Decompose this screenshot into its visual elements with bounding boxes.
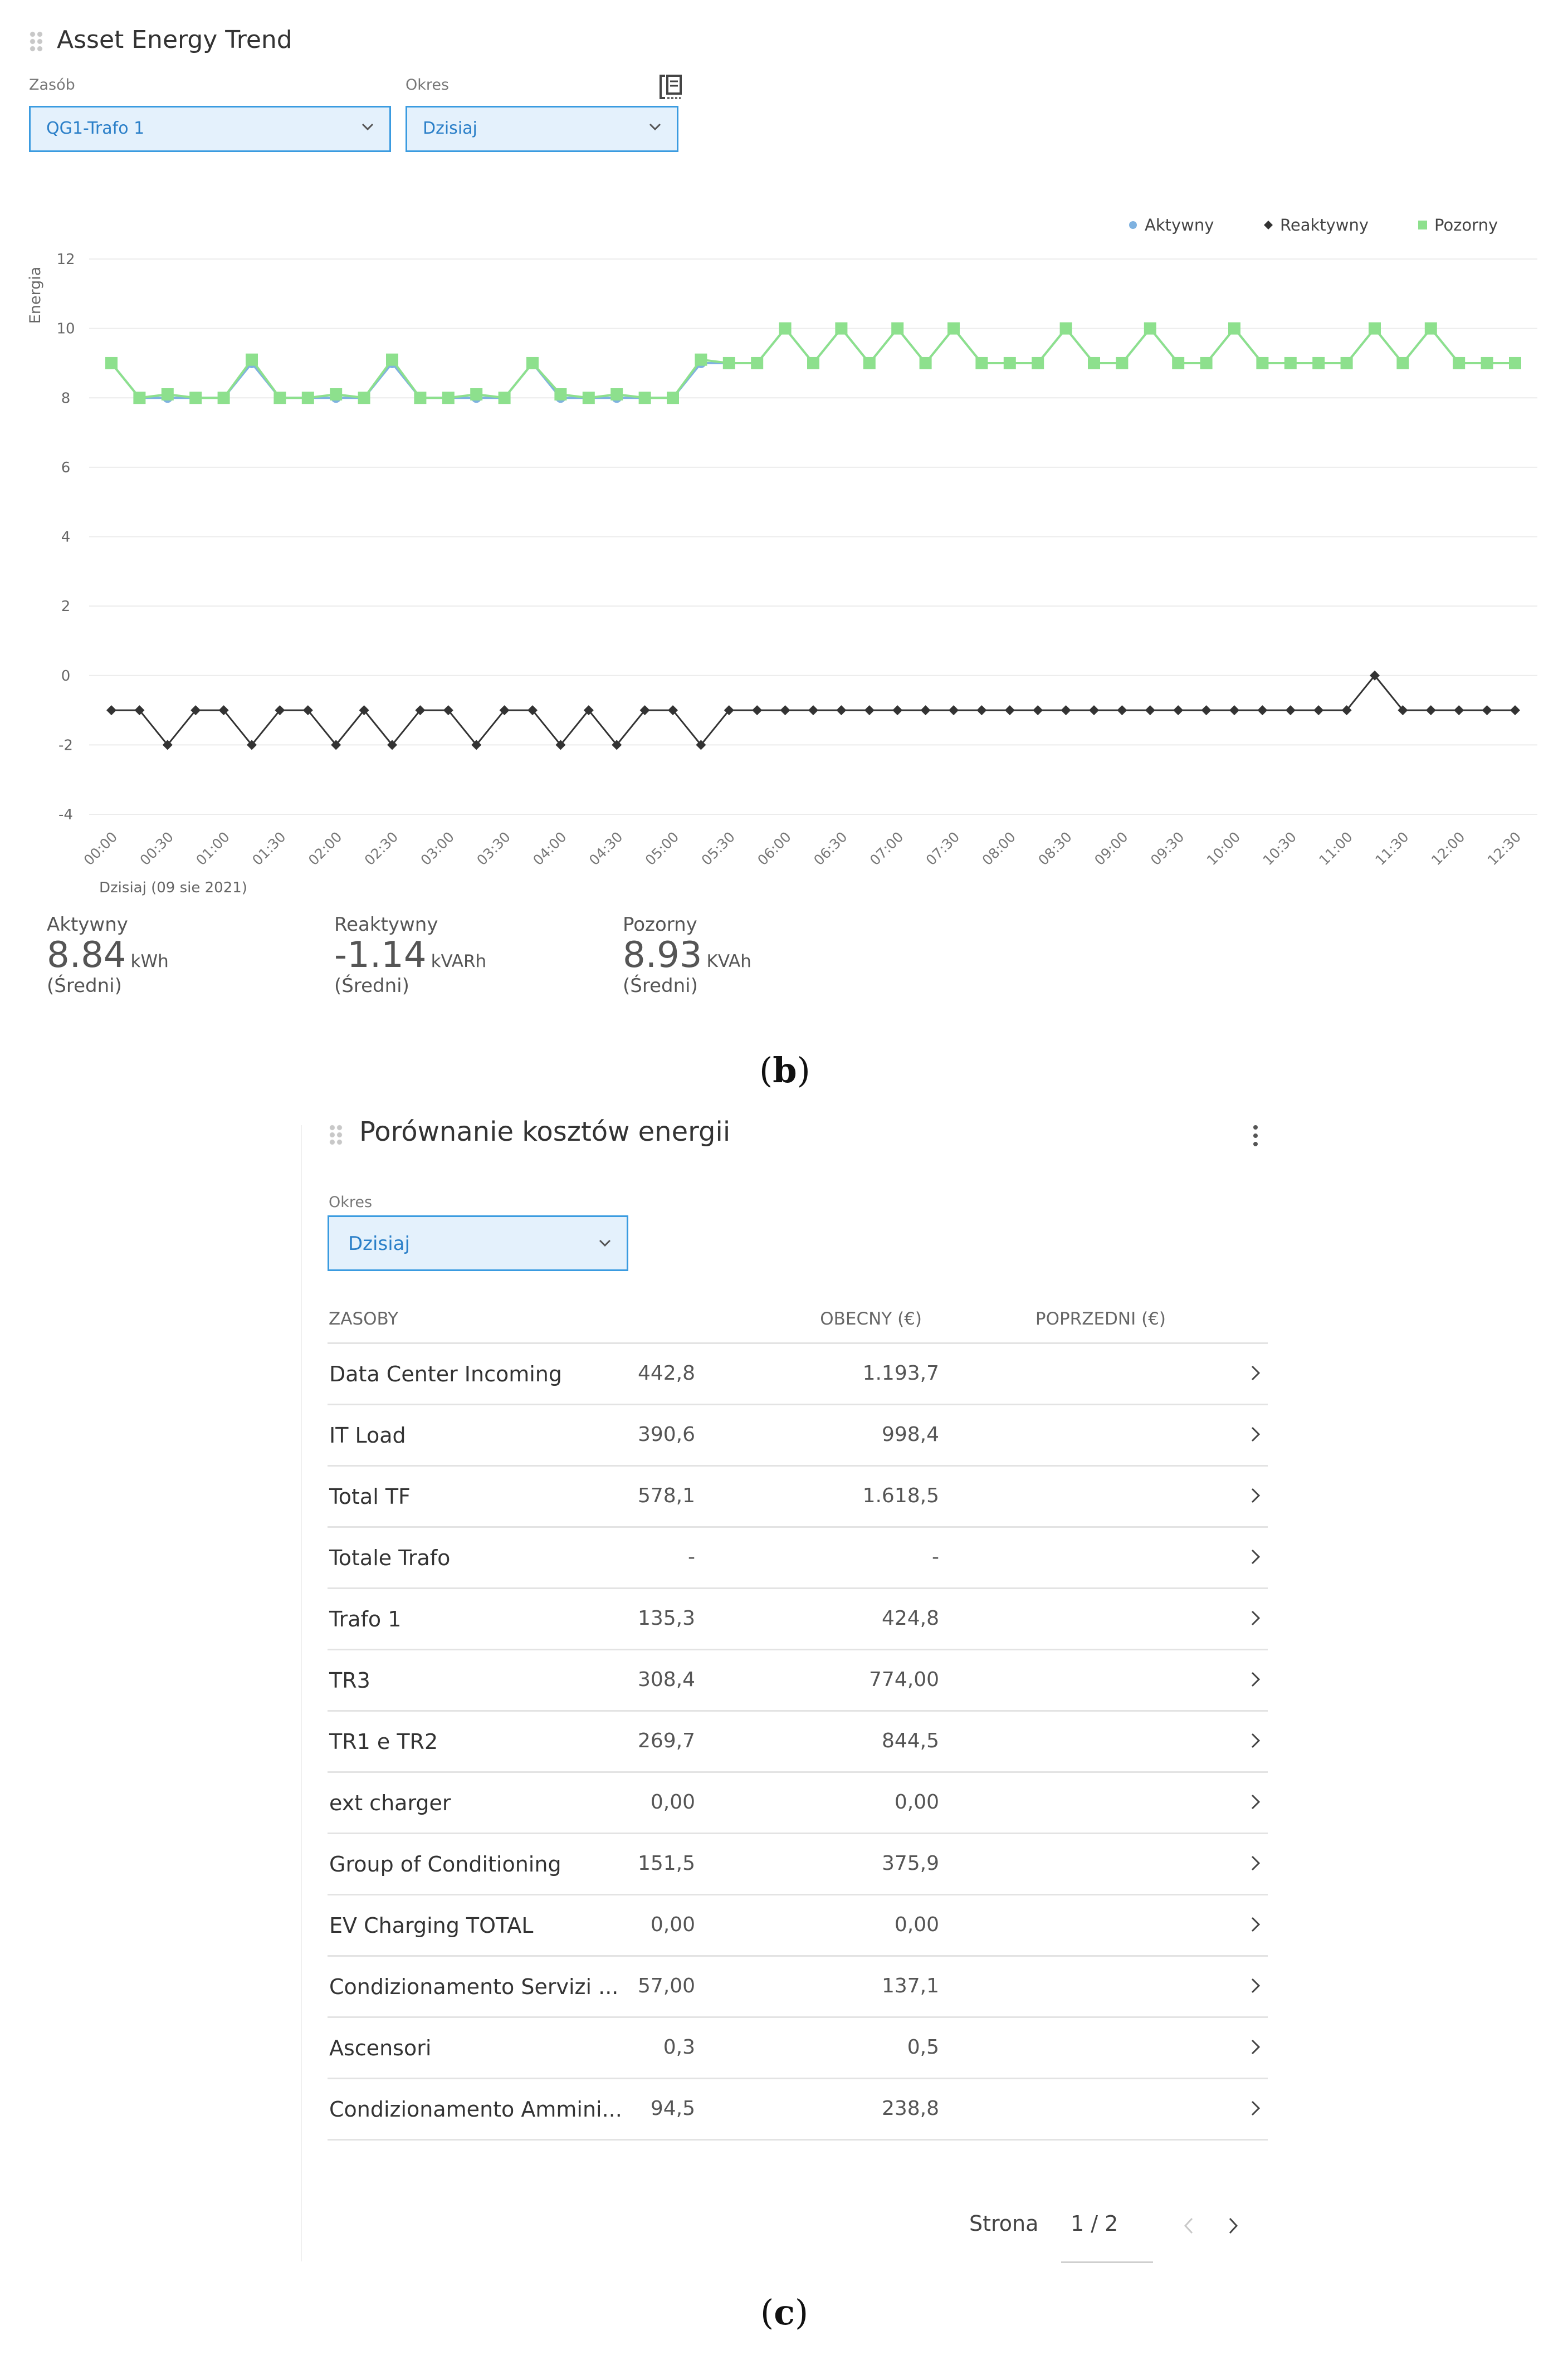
data-point-pozorny[interactable] <box>610 388 623 400</box>
chevron-right-icon[interactable] <box>1248 1975 1263 1997</box>
data-point-reaktywny[interactable] <box>1089 705 1099 715</box>
x-tick-label: 09:30 <box>1147 828 1188 869</box>
asset-name: Data Center Incoming <box>329 1362 562 1386</box>
chevron-right-icon[interactable] <box>1248 1423 1263 1445</box>
data-point-pozorny[interactable] <box>526 357 539 369</box>
asset-label: Zasób <box>29 76 75 94</box>
chevron-right-icon[interactable] <box>1248 1852 1263 1874</box>
data-point-pozorny[interactable] <box>499 392 511 404</box>
chevron-right-icon[interactable] <box>1248 1668 1263 1690</box>
x-tick-label: 03:30 <box>473 828 514 869</box>
summary-value: 8.93 <box>623 935 702 976</box>
data-point-reaktywny[interactable] <box>1005 705 1015 715</box>
data-point-pozorny[interactable] <box>1256 357 1268 369</box>
x-tick-label: 05:00 <box>642 828 682 869</box>
previous-cost: 998,4 <box>881 1423 939 1446</box>
data-point-pozorny[interactable] <box>105 357 118 369</box>
asset-select[interactable] <box>29 106 391 152</box>
y-tick-label: 4 <box>61 529 71 546</box>
previous-cost: 0,00 <box>894 1791 939 1814</box>
caption-letter: b <box>773 1050 797 1091</box>
current-cost: 135,3 <box>637 1607 695 1630</box>
energy-line-chart <box>0 234 1568 902</box>
chevron-right-icon[interactable] <box>1248 1484 1263 1507</box>
data-point-pozorny[interactable] <box>583 392 595 404</box>
data-point-pozorny[interactable] <box>639 392 651 404</box>
widget-title: Porównanie kosztów energii <box>359 1116 731 1147</box>
data-point-pozorny[interactable] <box>386 354 398 366</box>
column-header-assets[interactable]: ZASOBY <box>329 1309 399 1329</box>
previous-cost: 375,9 <box>881 1852 939 1875</box>
data-point-pozorny[interactable] <box>751 357 763 369</box>
data-point-reaktywny[interactable] <box>892 705 902 715</box>
series-pozorny <box>105 323 1521 404</box>
data-point-pozorny[interactable] <box>1341 357 1353 369</box>
data-point-reaktywny[interactable] <box>1173 705 1183 715</box>
data-point-pozorny[interactable] <box>302 392 314 404</box>
previous-cost: 137,1 <box>881 1975 939 1997</box>
asset-name: ext charger <box>329 1791 451 1815</box>
x-tick-label: 11:00 <box>1316 828 1356 869</box>
current-cost: 442,8 <box>637 1362 695 1385</box>
x-tick-label: 10:30 <box>1259 828 1300 869</box>
data-point-pozorny[interactable] <box>1032 357 1044 369</box>
current-cost: 308,4 <box>637 1668 695 1691</box>
current-cost: 269,7 <box>637 1729 695 1752</box>
previous-cost: 1.193,7 <box>862 1362 939 1385</box>
data-point-reaktywny[interactable] <box>752 705 762 715</box>
data-point-pozorny[interactable] <box>1425 323 1437 335</box>
pager-underline <box>1061 2261 1153 2263</box>
data-point-pozorny[interactable] <box>779 323 792 335</box>
data-point-reaktywny[interactable] <box>1454 705 1464 715</box>
summary-note: (Średni) <box>623 975 698 998</box>
data-point-pozorny[interactable] <box>1453 357 1465 369</box>
summary-unit: kVARh <box>431 951 487 971</box>
x-tick-label: 06:00 <box>754 828 794 869</box>
data-point-reaktywny[interactable] <box>1426 705 1436 715</box>
summary-unit: KVAh <box>706 951 751 971</box>
pager-page[interactable]: 1 / 2 <box>1071 2211 1118 2236</box>
square-marker-icon <box>1418 220 1428 230</box>
data-point-pozorny[interactable] <box>695 354 707 366</box>
diamond-marker-icon <box>1263 220 1273 230</box>
asset-name: Ascensori <box>329 2036 432 2060</box>
table-row[interactable] <box>328 1710 1268 1771</box>
summary-value: 8.84 <box>47 935 126 976</box>
previous-cost: 774,00 <box>869 1668 939 1691</box>
table-row[interactable] <box>328 2016 1268 2078</box>
data-point-reaktywny[interactable] <box>1229 705 1239 715</box>
data-point-reaktywny[interactable] <box>921 705 931 715</box>
data-point-pozorny[interactable] <box>358 392 370 404</box>
y-tick-label: 12 <box>56 251 75 268</box>
summary-label: Reaktywny <box>334 913 438 936</box>
data-point-pozorny[interactable] <box>470 388 482 400</box>
chevron-right-icon[interactable] <box>1248 1546 1263 1568</box>
period-select[interactable] <box>328 1215 628 1271</box>
x-tick-label: 08:00 <box>979 828 1019 869</box>
current-cost: 390,6 <box>637 1423 695 1446</box>
table-row[interactable] <box>328 1833 1268 1894</box>
y-tick-label: -2 <box>58 737 73 754</box>
x-tick-label: 07:00 <box>866 828 907 869</box>
data-point-reaktywny[interactable] <box>1482 705 1492 715</box>
data-point-pozorny[interactable] <box>554 388 566 400</box>
chevron-right-icon[interactable] <box>1248 1362 1263 1384</box>
summary-value-line <box>334 936 486 975</box>
asset-name: Trafo 1 <box>329 1607 402 1631</box>
pager-label: Strona <box>969 2211 1039 2236</box>
previous-cost: 1.618,5 <box>862 1484 939 1507</box>
summary-value-line <box>47 936 169 975</box>
data-point-pozorny[interactable] <box>273 392 286 404</box>
previous-cost: 238,8 <box>881 2097 939 2120</box>
data-point-reaktywny[interactable] <box>808 705 818 715</box>
table-row[interactable] <box>328 1342 1268 1404</box>
chevron-right-icon[interactable] <box>1248 1607 1263 1629</box>
data-point-pozorny[interactable] <box>414 392 426 404</box>
figure-caption-b: (b) <box>759 1050 810 1091</box>
series-reaktywny <box>106 671 1520 750</box>
x-tick-label: 02:30 <box>361 828 402 869</box>
data-point-pozorny[interactable] <box>1200 357 1213 369</box>
table-row[interactable] <box>328 1404 1268 1465</box>
legend-item-pozorny[interactable]: Pozorny <box>1418 214 1498 237</box>
energy-cost-comparison-widget <box>0 1092 1568 2360</box>
x-tick-label: 01:00 <box>193 828 233 869</box>
current-cost: 0,3 <box>663 2036 695 2059</box>
previous-cost: 844,5 <box>881 1729 939 1752</box>
data-point-pozorny[interactable] <box>1116 357 1128 369</box>
data-point-pozorny[interactable] <box>1396 357 1409 369</box>
chevron-left-icon[interactable] <box>1180 2214 1196 2237</box>
chevron-down-icon <box>595 1234 614 1253</box>
asset-name: TR1 e TR2 <box>329 1729 438 1754</box>
column-header-previous[interactable]: POPRZEDNI (€) <box>1035 1309 1166 1329</box>
data-point-pozorny[interactable] <box>189 392 202 404</box>
data-point-pozorny[interactable] <box>863 357 876 369</box>
summary-value: -1.14 <box>334 935 427 976</box>
table-row[interactable] <box>328 1649 1268 1710</box>
asset-name: EV Charging TOTAL <box>329 1913 534 1938</box>
data-point-reaktywny[interactable] <box>1201 705 1212 715</box>
x-tick-label: 09:00 <box>1091 828 1131 869</box>
x-tick-label: 05:30 <box>698 828 739 869</box>
chevron-right-icon[interactable] <box>1248 1913 1263 1936</box>
data-point-pozorny[interactable] <box>1312 357 1325 369</box>
data-point-pozorny[interactable] <box>330 388 342 400</box>
chevron-down-icon <box>358 118 377 136</box>
y-tick-label: 8 <box>61 390 71 407</box>
data-point-pozorny[interactable] <box>975 357 988 369</box>
asset-name: Condizionamento Ammini... <box>329 2097 622 2122</box>
chevron-right-icon[interactable] <box>1248 1791 1263 1813</box>
current-cost: 0,00 <box>650 1791 695 1814</box>
asset-name: IT Load <box>329 1423 406 1448</box>
x-tick-label: 12:30 <box>1484 828 1525 869</box>
data-point-reaktywny[interactable] <box>1145 705 1155 715</box>
y-tick-label: 2 <box>61 598 71 615</box>
current-cost: 151,5 <box>637 1852 695 1875</box>
data-point-pozorny[interactable] <box>947 323 960 335</box>
legend-item-reaktywny[interactable]: Reaktywny <box>1263 214 1369 237</box>
data-point-reaktywny[interactable] <box>1061 705 1071 715</box>
period-select-value: Dzisiaj <box>348 1233 410 1255</box>
x-tick-label: 00:00 <box>80 828 121 869</box>
previous-cost: 0,00 <box>894 1913 939 1936</box>
asset-select-value: QG1-Trafo 1 <box>46 119 145 138</box>
table-row[interactable] <box>328 1526 1268 1587</box>
x-tick-label: 07:30 <box>922 828 963 869</box>
summary-note: (Średni) <box>47 975 122 998</box>
figure-caption-c: (c) <box>760 2292 809 2333</box>
current-cost: 57,00 <box>637 1975 695 1997</box>
data-point-pozorny[interactable] <box>1060 323 1072 335</box>
period-label: Okres <box>406 76 450 94</box>
summary-label: Pozorny <box>623 913 697 936</box>
data-point-reaktywny[interactable] <box>1257 705 1267 715</box>
table-bottom-border <box>328 2139 1268 2141</box>
table-row[interactable] <box>328 1955 1268 2016</box>
summary-note: (Średni) <box>334 975 409 998</box>
previous-cost: - <box>932 1546 939 1569</box>
y-tick-label: 10 <box>56 320 75 338</box>
data-point-pozorny[interactable] <box>1088 357 1100 369</box>
data-point-pozorny[interactable] <box>442 392 455 404</box>
drag-handle-icon[interactable] <box>329 1124 343 1146</box>
widget-title: Asset Energy Trend <box>57 26 292 54</box>
previous-cost: 0,5 <box>907 2036 939 2059</box>
summary-aktywny <box>47 913 169 997</box>
data-point-pozorny[interactable] <box>920 357 932 369</box>
data-point-reaktywny[interactable] <box>949 705 959 715</box>
current-cost: 0,00 <box>650 1913 695 1936</box>
data-point-pozorny[interactable] <box>891 323 903 335</box>
data-point-pozorny[interactable] <box>1481 357 1493 369</box>
x-tick-label: 11:30 <box>1372 828 1412 869</box>
previous-cost: 424,8 <box>881 1607 939 1630</box>
y-tick-label: 0 <box>61 667 71 685</box>
circle-marker-icon <box>1128 220 1138 230</box>
x-tick-label: 12:00 <box>1428 828 1468 869</box>
data-point-reaktywny[interactable] <box>976 705 986 715</box>
table-row[interactable] <box>328 1587 1268 1649</box>
asset-name: Total TF <box>329 1484 411 1509</box>
summary-unit: kWh <box>130 951 169 971</box>
chevron-right-icon[interactable] <box>1248 1729 1263 1752</box>
chevron-down-icon <box>646 118 665 136</box>
x-tick-label: 06:30 <box>810 828 851 869</box>
period-select-value: Dzisiaj <box>423 119 477 138</box>
column-header-current[interactable]: OBECNY (€) <box>820 1309 922 1329</box>
table-row[interactable] <box>328 1771 1268 1833</box>
data-point-pozorny[interactable] <box>1228 323 1240 335</box>
current-cost: 578,1 <box>637 1484 695 1507</box>
asset-name: TR3 <box>329 1668 370 1693</box>
data-point-pozorny[interactable] <box>1369 323 1381 335</box>
asset-name: Condizionamento Servizi ... <box>329 1975 619 1999</box>
data-point-pozorny[interactable] <box>246 354 258 366</box>
panel-divider <box>301 1125 302 2261</box>
table-row[interactable] <box>328 1894 1268 1955</box>
x-axis-label: Dzisiaj (09 sie 2021) <box>99 879 247 896</box>
data-point-pozorny[interactable] <box>835 323 847 335</box>
data-point-pozorny[interactable] <box>1004 357 1016 369</box>
x-tick-label: 01:30 <box>249 828 289 869</box>
data-point-pozorny[interactable] <box>1144 323 1156 335</box>
legend-item-aktywny[interactable]: Aktywny <box>1128 214 1214 237</box>
x-tick-label: 10:00 <box>1203 828 1244 869</box>
data-point-reaktywny[interactable] <box>836 705 846 715</box>
data-point-reaktywny[interactable] <box>780 705 790 715</box>
data-point-pozorny[interactable] <box>807 357 819 369</box>
data-point-reaktywny[interactable] <box>106 705 116 715</box>
data-point-reaktywny[interactable] <box>864 705 875 715</box>
data-point-reaktywny[interactable] <box>1033 705 1043 715</box>
data-point-reaktywny[interactable] <box>1286 705 1296 715</box>
more-options-icon[interactable] <box>1252 1125 1259 1150</box>
data-point-pozorny[interactable] <box>1284 357 1297 369</box>
y-tick-label: 6 <box>61 459 71 476</box>
asset-energy-trend-widget <box>0 0 1568 1091</box>
x-tick-label: 04:00 <box>530 828 570 869</box>
table-row[interactable] <box>328 2078 1268 2139</box>
x-tick-label: 08:30 <box>1035 828 1075 869</box>
period-label: Okres <box>329 1194 373 1211</box>
data-point-pozorny[interactable] <box>723 357 735 369</box>
table-row[interactable] <box>328 1465 1268 1526</box>
chevron-right-icon[interactable] <box>1225 2214 1242 2237</box>
data-point-pozorny[interactable] <box>667 392 679 404</box>
period-select[interactable] <box>406 106 678 152</box>
summary-pozorny <box>623 913 751 997</box>
current-cost: 94,5 <box>650 2097 695 2120</box>
caption-letter: c <box>774 2292 795 2333</box>
data-point-reaktywny[interactable] <box>1510 705 1520 715</box>
x-tick-label: 00:30 <box>136 828 177 869</box>
data-point-pozorny[interactable] <box>1172 357 1184 369</box>
data-point-reaktywny[interactable] <box>1117 705 1127 715</box>
summary-label: Aktywny <box>47 913 128 936</box>
asset-name: Totale Trafo <box>329 1546 451 1570</box>
chevron-right-icon[interactable] <box>1248 2097 1263 2119</box>
data-point-pozorny[interactable] <box>1509 357 1521 369</box>
chevron-right-icon[interactable] <box>1248 2036 1263 2058</box>
current-cost: - <box>688 1546 695 1569</box>
data-point-pozorny[interactable] <box>162 388 174 400</box>
x-tick-label: 02:00 <box>305 828 345 869</box>
x-tick-label: 04:30 <box>585 828 626 869</box>
summary-value-line <box>623 936 751 975</box>
y-axis-label: Energia <box>27 266 44 324</box>
asset-name: Group of Conditioning <box>329 1852 561 1877</box>
summary-reaktywny <box>334 913 486 997</box>
y-tick-label: -4 <box>58 807 73 823</box>
data-point-pozorny[interactable] <box>218 392 230 404</box>
drag-handle-icon[interactable] <box>29 31 43 53</box>
export-icon[interactable] <box>657 72 684 101</box>
data-point-reaktywny[interactable] <box>1313 705 1323 715</box>
data-point-pozorny[interactable] <box>133 392 145 404</box>
x-tick-label: 03:00 <box>417 828 458 869</box>
